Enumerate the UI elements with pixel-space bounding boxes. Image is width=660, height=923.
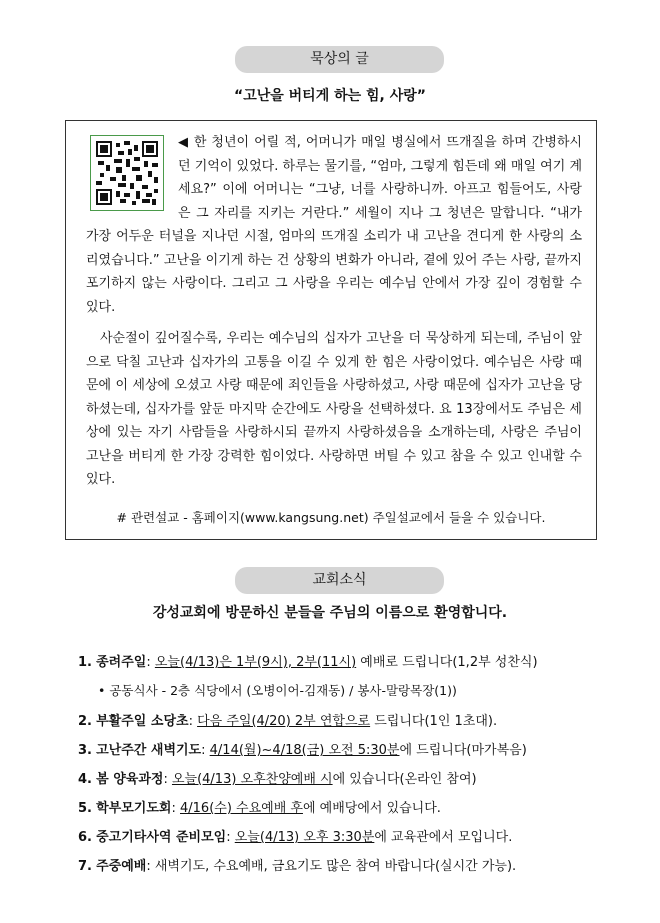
item-highlight: 다음 주일(4/20) 2부 연합으로 bbox=[197, 714, 371, 729]
item-colon: : bbox=[163, 772, 172, 787]
item-number: 7. bbox=[78, 859, 92, 874]
news-item-3 bbox=[78, 739, 598, 758]
news-item-5 bbox=[78, 797, 598, 816]
item-label: 중고기타사역 준비모임 bbox=[96, 830, 227, 845]
meditation-header: 묵상의 글 bbox=[235, 46, 444, 73]
meditation-box bbox=[65, 120, 597, 540]
item-label: 고난주간 새벽기도 bbox=[96, 743, 202, 758]
item-number: 4. bbox=[78, 772, 92, 787]
news-item-6 bbox=[78, 826, 598, 845]
item-highlight: 4/16(수) 수요예배 후 bbox=[180, 801, 303, 816]
item-colon: : bbox=[171, 801, 180, 816]
item-text: 새벽기도, 수요예배, 금요기도 많은 참여 바랍니다(실시간 가능). bbox=[154, 859, 517, 874]
item-number: 3. bbox=[78, 743, 92, 758]
item-highlight: 4/14(월)~4/18(금) 오전 5:30분 bbox=[209, 743, 400, 758]
item-highlight: 오늘(4/13) 오후찬양예배 시 bbox=[171, 772, 333, 787]
news-header: 교회소식 bbox=[235, 567, 444, 594]
item-number: 6. bbox=[78, 830, 92, 845]
sermon-note: # 관련설교 - 홈페이지(www.kangsung.net) 주일설교에서 들을 수 있습니다. bbox=[116, 510, 546, 525]
news-item-1 bbox=[78, 651, 598, 670]
item-number: 2. bbox=[78, 714, 92, 729]
news-item-4 bbox=[78, 768, 598, 787]
item-colon: : bbox=[188, 714, 198, 729]
item-colon: : bbox=[226, 830, 235, 845]
item-colon: : bbox=[146, 655, 155, 670]
item-highlight: 오늘(4/13) 오후 3:30분 bbox=[234, 830, 375, 845]
item-number: 1. bbox=[78, 655, 92, 670]
welcome-message: 강성교회에 방문하신 분들을 주님의 이름으로 환영합니다. bbox=[152, 605, 508, 621]
item-text: 예배로 드립니다(1,2부 성찬식) bbox=[356, 655, 538, 670]
item-highlight: 오늘(4/13)은 1부(9시), 2부(11시) bbox=[154, 655, 357, 670]
item-colon: : bbox=[146, 859, 155, 874]
item-text: 드립니다(1인 1초대). bbox=[370, 714, 498, 729]
item-number: 5. bbox=[78, 801, 92, 816]
meditation-paragraph-1: ◀ 한 청년이 어릴 적, 어머니가 매일 병실에서 뜨개질을 하며 간병하시던 기억이 있었다. 하루는 물기를, “엄마, 그렇게 힘든데 왜 매일 여기 계세요?” 이에 어머니는 “그냥, 너를 사랑하니까. 아프고 힘들어도, 사랑은 그 자리를 지키는 거란다.” 세월이 지나 그 청년은 말합니다. “내가 가장 어두운 터널을 지나던 시절, 엄마의 뜨개질 소리가 내 고난을 견디게 한 사랑의 소리였습니다.” 고난을 이기게 하는 건 상황의 변화가 아니라, 곁에 있어 주는 사랑, 끝까지 포기하지 않는 사랑이다. 그리고 그 사랑을 우리는 예수님 안에서 가장 깊이 경험할 수 있다. bbox=[86, 135, 582, 315]
news-item-2 bbox=[78, 710, 598, 729]
meditation-title: “고난을 버티게 하는 힘, 사랑” bbox=[234, 88, 426, 104]
item-label: 주중예배 bbox=[96, 859, 147, 874]
item-text: 에 예배당에서 있습니다. bbox=[302, 801, 441, 816]
item-text: 에 있습니다(온라인 참여) bbox=[332, 772, 477, 787]
item-label: 부활주일 소당초 bbox=[96, 714, 189, 729]
item-label: 봄 양육과정 bbox=[96, 772, 164, 787]
item-colon: : bbox=[201, 743, 210, 758]
news-item-1-bullet: • 공동식사 - 2층 식당에서 (오병이어-김재동) / 봉사-말랑목장(1)) bbox=[98, 683, 457, 698]
item-text: 에 드립니다(마가복음) bbox=[399, 743, 527, 758]
item-label: 학부모기도회 bbox=[96, 801, 172, 816]
item-label: 종려주일 bbox=[96, 655, 147, 670]
news-item-7 bbox=[78, 855, 598, 874]
item-text: 에 교육관에서 모입니다. bbox=[374, 830, 513, 845]
meditation-paragraph-2: 사순절이 깊어질수록, 우리는 예수님의 십자가 고난을 더 묵상하게 되는데, 주님이 앞으로 닥칠 고난과 십자가의 고통을 이길 수 있게 한 힘은 사랑이었다. 예수님은 사랑 때문에 이 세상에 오셨고 사랑 때문에 죄인들을 사랑하셨고, 사랑 때문에 십자가 고난을 당하셨는데, 십자가를 앞둔 마지막 순간에도 사랑을 선택하셨다. 요 13장에서도 주님은 세상에 있는 자기 사람들을 사랑하시되 끝까지 사랑하셨음을 소개하는데, 사랑은 주님이 고난을 버티게 한 가장 강력한 힘이었다. 사랑하면 버틸 수 있고 참을 수 있고 인내할 수 있다. bbox=[86, 331, 582, 487]
